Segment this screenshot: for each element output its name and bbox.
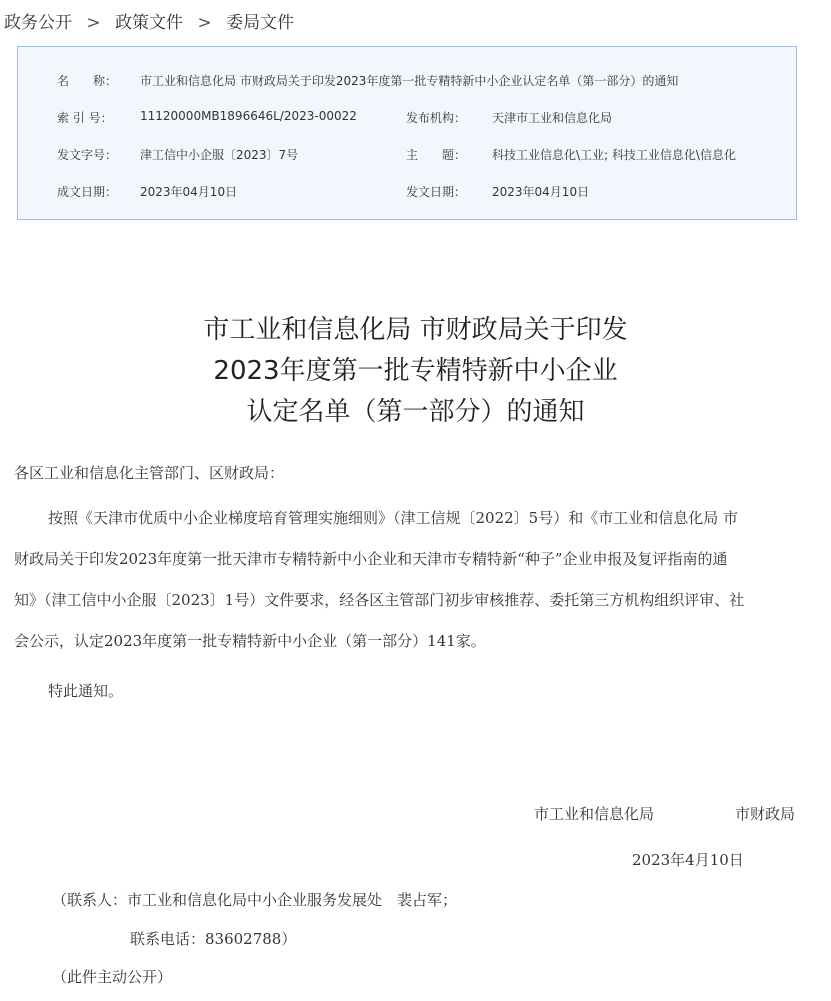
- meta-published-label: 发文日期：: [406, 185, 467, 199]
- meta-index-label: 索 引 号：: [57, 111, 113, 125]
- breadcrumb: [4, 8, 294, 33]
- breadcrumb-separator: >: [86, 13, 101, 33]
- meta-topic-value: 科技工业信息化\工业; 科技工业信息化\信息化: [492, 148, 736, 162]
- closing-remark: 特此通知。: [48, 682, 124, 700]
- paragraph-line: 按照《天津市优质中小企业梯度培育管理实施细则》（津工信规〔2022〕5号）和《市工业和信息化局 市: [48, 509, 738, 527]
- meta-issuer-label: 发布机构：: [406, 111, 467, 125]
- public-notice: （此件主动公开）: [52, 968, 173, 986]
- breadcrumb-item-policy-docs[interactable]: 政策文件: [115, 13, 184, 33]
- contact-person: （联系人：市工业和信息化局中小企业服务发展处 裴占军；: [52, 891, 458, 909]
- meta-created-value: 2023年04月10日: [140, 185, 238, 199]
- breadcrumb-item-gov-affairs[interactable]: 政务公开: [4, 13, 72, 33]
- contact-phone: 联系电话：83602788）: [130, 930, 297, 948]
- signature-date: 2023年4月10日: [632, 851, 744, 869]
- title-line-1: 市工业和信息化局 市财政局关于印发: [203, 315, 628, 345]
- paragraph-line: 会公示，认定2023年度第一批专精特新中小企业（第一部分）141家。: [14, 632, 486, 650]
- title-line-3: 认定名单（第一部分）的通知: [246, 397, 585, 427]
- meta-topic-label: 主 题：: [406, 148, 467, 162]
- meta-issuer-value: 天津市工业和信息化局: [492, 111, 613, 125]
- breadcrumb-item-bureau-docs[interactable]: 委局文件: [226, 13, 295, 33]
- paragraph-line: 知》（津工信中小企服〔2023〕1号）文件要求，经各区主管部门初步审核推荐、委托第三方机构组织评审、社: [14, 591, 745, 609]
- meta-docno-value: 津工信中小企服〔2023〕7号: [140, 148, 299, 162]
- title-line-2: 2023年度第一批专精特新中小企业: [213, 356, 618, 386]
- meta-published-value: 2023年04月10日: [492, 185, 590, 199]
- breadcrumb-separator: >: [197, 13, 212, 33]
- meta-created-label: 成文日期：: [57, 185, 118, 199]
- signature-org-2: 市财政局: [735, 805, 796, 823]
- document-title: [0, 310, 831, 433]
- meta-docno-label: 发文字号：: [57, 148, 118, 162]
- body-paragraph: [14, 498, 804, 662]
- paragraph-line: 财政局关于印发2023年度第一批天津市专精特新中小企业和天津市专精特新“种子”企业申报及复评指南的通: [14, 550, 728, 568]
- meta-index-value: 11120000MB1896646L/2023-00022: [140, 109, 357, 123]
- document-meta-panel: [17, 46, 797, 220]
- meta-name-value: 市工业和信息化局 市财政局关于印发2023年度第一批专精特新中小企业认定名单（第一部分）的通知: [140, 74, 679, 88]
- salutation: 各区工业和信息化主管部门、区财政局：: [14, 464, 285, 482]
- signature-org-1: 市工业和信息化局: [534, 805, 655, 823]
- meta-name-label: 名 称：: [57, 74, 118, 88]
